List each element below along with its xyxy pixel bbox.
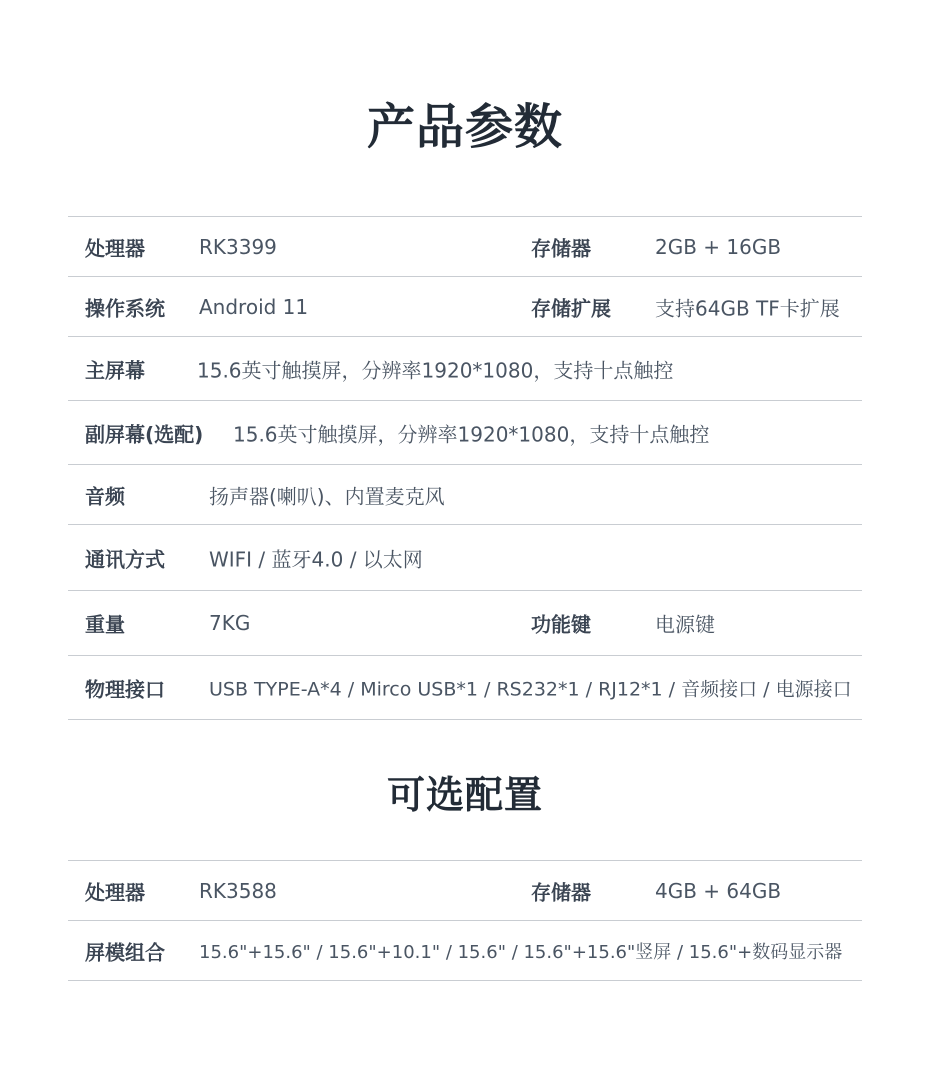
row-value: Android 11 xyxy=(199,294,309,319)
row-value: 15.6英寸触摸屏，分辨率1920*1080，支持十点触控 xyxy=(197,358,674,382)
row-label: 操作系统 xyxy=(85,296,165,320)
row-label: 音频 xyxy=(85,484,125,508)
row-label: 处理器 xyxy=(85,236,145,260)
row-value-2: 支持64GB TF卡扩展 xyxy=(655,296,840,320)
row-value-2: 2GB + 16GB xyxy=(655,234,782,259)
optional-config-title: 可选配置 xyxy=(386,773,543,817)
table-row xyxy=(68,337,862,401)
row-label: 副屏幕(选配) xyxy=(85,422,204,446)
table-row xyxy=(68,217,862,277)
product-params-title: 产品参数 xyxy=(366,99,563,155)
row-value: 扬声器(喇叭)、内置麦克风 xyxy=(209,484,445,508)
row-value: USB TYPE-A*4 / Mirco USB*1 / RS232*1 / RJ12*1 / 音频接口 / 电源接口 xyxy=(209,678,852,700)
table-row xyxy=(68,656,862,720)
table-row xyxy=(68,591,862,656)
row-label: 物理接口 xyxy=(85,677,165,701)
row-value: WIFI / 蓝牙4.0 / 以太网 xyxy=(209,547,423,571)
row-label-2: 存储扩展 xyxy=(531,296,611,320)
row-value: 15.6英寸触摸屏，分辨率1920*1080，支持十点触控 xyxy=(233,422,710,446)
row-label: 屏模组合 xyxy=(85,940,165,964)
table-row xyxy=(68,277,862,337)
row-value: 15.6"+15.6" / 15.6"+10.1" / 15.6" / 15.6"+15.6"竖屏 / 15.6"+数码显示器 xyxy=(199,941,843,963)
row-value-2: 4GB + 64GB xyxy=(655,878,782,903)
table-row xyxy=(68,401,862,465)
row-label: 重量 xyxy=(85,612,125,637)
product-params-table xyxy=(68,216,862,720)
row-value: RK3588 xyxy=(199,878,277,903)
row-label-2: 功能键 xyxy=(531,612,591,637)
row-value: 7KG xyxy=(209,611,251,635)
row-label: 通讯方式 xyxy=(85,547,165,571)
row-label: 主屏幕 xyxy=(85,358,145,382)
row-value: RK3399 xyxy=(199,234,277,259)
optional-config-table xyxy=(68,860,862,981)
table-row xyxy=(68,921,862,981)
row-value-2: 电源键 xyxy=(655,612,715,637)
table-row xyxy=(68,525,862,591)
table-row xyxy=(68,465,862,525)
row-label-2: 存储器 xyxy=(531,236,591,260)
row-label-2: 存储器 xyxy=(531,880,591,904)
table-row xyxy=(68,861,862,921)
row-label: 处理器 xyxy=(85,880,145,904)
